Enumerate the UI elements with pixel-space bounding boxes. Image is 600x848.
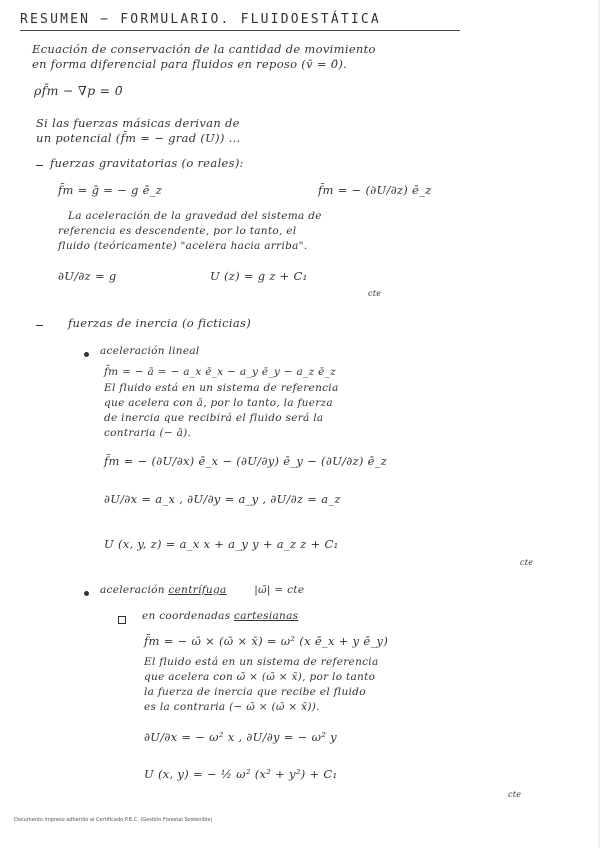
grav-text-2: referencia es descendente, por lo tanto, el xyxy=(58,225,297,237)
grav-heading: fuerzas gravitatorias (o reales): xyxy=(50,156,244,170)
grav-eq-3: ∂U/∂z = g xyxy=(58,269,117,283)
grav-text-1: La aceleración de la gravedad del sistema de xyxy=(68,210,322,222)
intro-line-3: Si las fuerzas másicas derivan de xyxy=(36,116,240,130)
grav-eq-1: f̄m = ḡ = − g ē_z xyxy=(58,183,163,197)
bullet-square xyxy=(118,616,126,624)
grav-eq-4: U (z) = g z + C₁ xyxy=(210,269,308,283)
inertia-heading: fuerzas de inercia (o ficticias) xyxy=(68,316,251,330)
equilibrium-equation: ρf̄m − ∇p = 0̄ xyxy=(34,83,123,98)
grav-cte-label: cte xyxy=(368,289,382,298)
linear-eq-3: ∂U/∂x = a_x , ∂U/∂y = a_y , ∂U/∂z = a_z xyxy=(104,492,341,506)
linear-text-4: contraria (− ā). xyxy=(104,427,192,439)
intro-line-2: en forma diferencial para fluidos en reposo (v̄ = 0̄). xyxy=(32,57,348,71)
linear-eq-2: f̄m = − (∂U/∂x) ē_x − (∂U/∂y) ē_y − (∂U/∂z) ē_z xyxy=(104,454,388,468)
page-title: RESUMEN − FORMULARIO. FLUIDOESTÁTICA xyxy=(20,12,381,27)
linear-text-1: El fluido está en un sistema de referencia xyxy=(104,382,339,394)
grav-eq-2: f̄m = − (∂U/∂z) ē_z xyxy=(318,183,432,197)
centrifugal-cte-label: cte xyxy=(508,790,522,799)
cartesian-heading-pre: en coordenadas xyxy=(142,610,231,622)
intro-line-4: un potencial (f̄m = − grad (U)) ... xyxy=(36,131,241,145)
centrifugal-text-1: El fluido está en un sistema de referencia xyxy=(144,656,379,668)
dash-bullet xyxy=(36,325,43,326)
centrifugal-heading-underlined: centrífuga xyxy=(168,584,227,596)
footer-note: Documento impreso adherido al Certificado P.B.C. (Gestión Forestal Sostenible) xyxy=(14,817,213,823)
bullet-dot xyxy=(84,591,89,596)
dash-bullet xyxy=(36,165,43,166)
centrifugal-text-4: es la contraria (− ω̄ × (ω̄ × x̄)). xyxy=(144,701,320,713)
omega-constant: |ω̄| = cte xyxy=(254,584,305,596)
linear-text-3: de inercia que recibirá el fluido será la xyxy=(104,412,324,424)
linear-heading: aceleración lineal xyxy=(100,345,200,357)
centrifugal-eq-1: f̄m = − ω̄ × (ω̄ × x̄) = ω² (x ē_x + y ē_y) xyxy=(144,634,389,648)
cartesian-heading xyxy=(142,610,298,622)
centrifugal-heading-pre: aceleración xyxy=(100,584,165,596)
linear-eq-1: f̄m = − ā = − a_x ē_x − a_y ē_y − a_z ē_z xyxy=(104,366,336,378)
grav-text-3: fluido (teóricamente) "acelera hacia arriba". xyxy=(58,240,308,252)
intro-line-1: Ecuación de conservación de la cantidad de movimiento xyxy=(32,42,376,56)
bullet-dot xyxy=(84,352,89,357)
cartesian-heading-underlined: cartesianas xyxy=(234,610,299,622)
centrifugal-text-3: la fuerza de inercia que recibe el fluido xyxy=(144,686,366,698)
linear-cte-label: cte xyxy=(520,558,534,567)
centrifugal-eq-2: ∂U/∂x = − ω² x , ∂U/∂y = − ω² y xyxy=(144,730,337,744)
linear-eq-4: U (x, y, z) = a_x x + a_y y + a_z z + C₁ xyxy=(104,537,339,551)
title-underline xyxy=(20,30,460,31)
linear-text-2: que acelera con ā, por lo tanto, la fuerza xyxy=(104,397,333,409)
centrifugal-heading xyxy=(100,584,304,596)
centrifugal-eq-3: U (x, y) = − ½ ω² (x² + y²) + C₁ xyxy=(144,767,338,781)
centrifugal-text-2: que acelera con ω̄ × (ω̄ × x̄), por lo tanto xyxy=(144,671,376,683)
